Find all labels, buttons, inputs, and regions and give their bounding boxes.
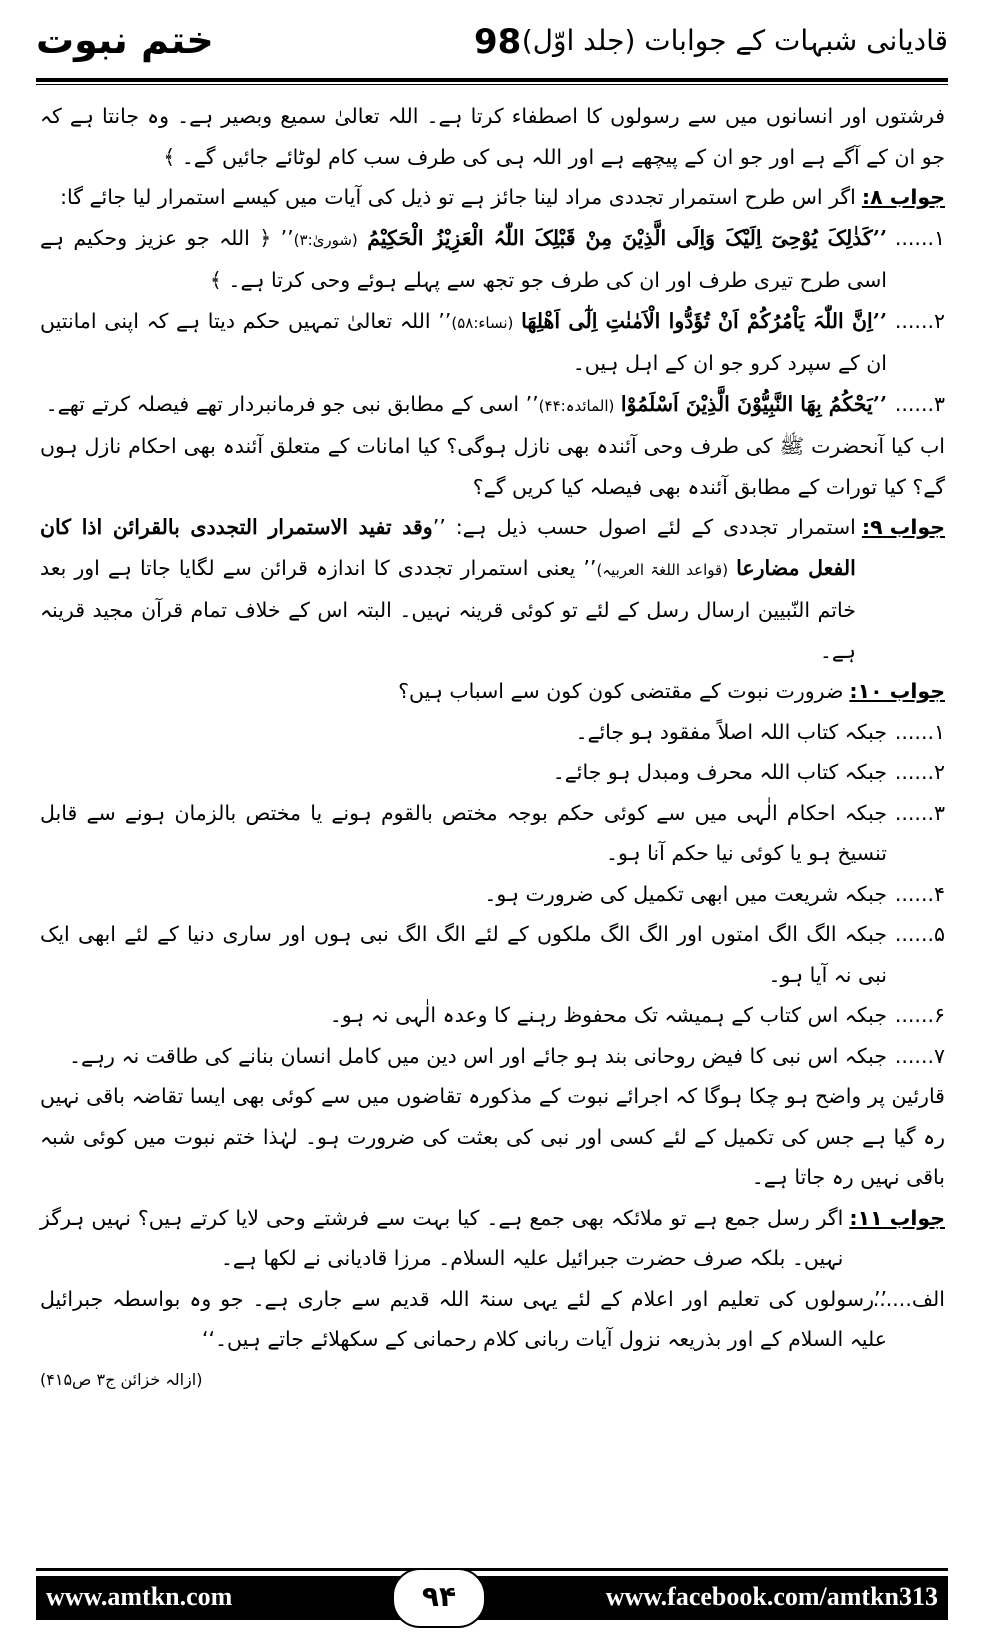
paragraph-2: اب کیا آنحضرت ﷺ کی طرف وحی آئندہ بھی نازل ہوگی؟ کیا امانات کے متعلق آئندہ بھی احکام نازل ہوں گے؟ کیا تورات کے مطابق آئندہ بھی فیصلہ کیا کریں گے؟ [40, 434, 945, 499]
item-text: جبکہ اس نبی کا فیض روحانی بند ہو جائے اور اس دین میں کامل انسان بنانے کی طاقت نہ رہے۔ [69, 1043, 887, 1068]
answer-8 [40, 177, 945, 218]
page-footer [36, 1576, 948, 1620]
answer-9-label: جواب ۹: [861, 515, 945, 539]
list-item [40, 301, 945, 384]
list-item [40, 874, 945, 915]
item-number: ۲...... [894, 760, 945, 784]
header-divider-thin [36, 84, 948, 85]
item-number: ۱...... [894, 719, 945, 744]
item-text: جبکہ شریعت میں ابھی تکمیل کی ضرورت ہو۔ [484, 881, 887, 906]
answer-8-text: اگر اس طرح استمرار تجددی مراد لینا جائز ہے تو ذیل کی آیات میں کیسے استمرار لیا جائے گا: [60, 185, 856, 209]
translation: ’’ ﴿ اللہ جو عزیز وحکیم ہے اسی طرح تیری طرف اور ان کی طرف جو تجھ سے پہلے ہوئے وحی کرتا ہے۔ ﴾ [40, 225, 887, 292]
item-text [40, 301, 887, 384]
item-text: جبکہ کتاب اللہ اصلاً مفقود ہو جائے۔ [575, 719, 887, 744]
list-item [40, 384, 945, 427]
item-number: ۶...... [894, 1003, 945, 1027]
footer-divider [36, 1568, 948, 1571]
item-number: ۳...... [894, 800, 945, 825]
source-reference: (قواعد اللغۃ العربیہ) [596, 560, 729, 579]
answer-8-label: جواب ۸: [861, 185, 945, 209]
verse-reference: (شوریٰ:۳) [293, 230, 358, 249]
answer-11-label: جواب ۱۱: [849, 1205, 945, 1230]
page-header [36, 14, 948, 76]
item-number: ۵...... [894, 922, 945, 946]
translation: ’’ اسی کے مطابق نبی جو فرمانبردار تھے فیصلہ کرتے تھے۔ [45, 391, 539, 416]
list-item [40, 712, 945, 753]
quote-alif [40, 1279, 945, 1401]
answer-10-text: ضرورت نبوت کے مقتضی کون کون سے اسباب ہیں؟ [398, 679, 844, 703]
verse-reference: (المائدہ:۴۴) [538, 396, 615, 415]
arabic-verse: ’’یَحْکُمُ بِھَا النَّبِیُّوْنَ الَّذِیْنَ اَسْلَمُوْا [620, 391, 887, 416]
alif-quote: ’’رسولوں کی تعلیم اور اعلام کے لئے یہی سنۃ اللہ قدیم سے جاری ہے۔ جو وہ بواسطہ جبرائیل علیہ السلام کے اور بذریعہ نزول آیات ربانی کلام رحمانی کے سکھلائے جاتے ہیں۔‘‘ [40, 1286, 887, 1351]
list-item [40, 914, 945, 995]
answer-9-intro: استمرار تجددی کے لئے اصول حسب ذیل ہے: ’’ [432, 515, 856, 539]
answer-11 [40, 1198, 945, 1279]
arabic-verse: ’’اِنَّ اللّٰہَ یَاْمُرُکُمْ اَنْ تُؤَدُّوا الْاَمٰنٰتِ اِلٰٓی اَھْلِھَا [521, 308, 887, 333]
arabic-verse: ’’کَذٰلِکَ یُوْحِیٓ اِلَیْکَ وَاِلَی الَّذِیْنَ مِنْ قَبْلِکَ اللّٰہُ الْعَزِیْزُ الْحَکِیْمُ [367, 225, 887, 250]
facebook-link[interactable]: www.facebook.com/amtkn313 [605, 1582, 938, 1611]
citation: (ازالہ خزائن ج۳ ص۴۱۵) [40, 1369, 203, 1389]
answer-11-text: اگر رسل جمع ہے تو ملائکہ بھی جمع ہے۔ کیا بہت سے فرشتے وحی لایا کرتے ہیں؟ نہیں ہرگز نہیں۔ بلکہ صرف حضرت جبرائیل علیہ السلام۔ مرزا قادیانی نے لکھا ہے۔ [40, 1205, 844, 1270]
list-item [40, 218, 945, 301]
item-number: ۲...... [894, 308, 945, 333]
answer-10-label: جواب ۱۰: [849, 679, 945, 703]
list-item [40, 1036, 945, 1077]
verse-reference: (نساء:۵۸) [451, 313, 514, 332]
book-title-left: ختم نبوت [36, 18, 214, 62]
list-item [40, 793, 945, 874]
item-number: ۴...... [894, 881, 945, 906]
answer-9-text [40, 507, 856, 671]
item-text: جبکہ الگ الگ امتوں اور الگ الگ ملکوں کے لئے الگ الگ نبی ہوں اور ساری دنیا کے لئے ابھی ایک نبی نہ آیا ہو۔ [40, 922, 887, 987]
paragraph-3: قارئین پر واضح ہو چکا ہوگا کہ اجرائے نبوت کے مذکورہ تقاضوں میں سے کوئی بھی ایسا تقاضہ باقی نہیں رہ گیا ہے جس کی تکمیل کے لئے کسی اور نبی کی بعثت کی ضرورت ہو۔ لہٰذا ختم نبوت میں کوئی شبہ باقی نہیں رہ جاتا ہے۔ [40, 1084, 945, 1189]
answer-9-explanation: ’’ یعنی استمرار تجددی کا اندازہ قرائن سے لگایا جاتا ہے اور بعد خاتم النّبیین ارسال رسل کے لئے تو کوئی قرینہ نہیں۔ البتہ اس کے خلاف تمام قرآن مجید قرینہ ہے۔ [40, 555, 856, 663]
book-title-right: قادیانی شبہات کے جوابات (جلد اوّل) [521, 24, 948, 57]
list-item [40, 752, 945, 793]
item-number: ۷...... [894, 1043, 945, 1068]
item-text [40, 384, 887, 427]
header-divider [36, 78, 948, 82]
item-text: جبکہ کتاب اللہ محرف ومبدل ہو جائے۔ [552, 760, 887, 784]
item-number: ۳...... [894, 391, 945, 416]
translation: ’’ اللہ تعالیٰ تمہیں حکم دیتا ہے کہ اپنی امانتیں ان کے سپرد کرو جو ان کے اہل ہیں۔ [40, 308, 887, 375]
alif-text [40, 1279, 887, 1401]
item-text: جبکہ اس کتاب کے ہمیشہ تک محفوظ رہنے کا وعدہ الٰہی نہ ہو۔ [329, 1003, 887, 1027]
footer-page-number: ۹۴ [392, 1568, 486, 1628]
item-number: ۱...... [894, 225, 945, 250]
alif-label: الف...... [872, 1286, 945, 1311]
website-link[interactable]: www.amtkn.com [46, 1582, 233, 1611]
answer-10 [40, 671, 945, 712]
item-text: جبکہ احکام الٰہی میں سے کوئی حکم بوجہ مختص بالقوم ہونے یا مختص بالزمان ہونے سے قابل تنسیخ ہو یا کوئی نیا حکم آنا ہو۔ [40, 800, 887, 865]
list-item [40, 995, 945, 1036]
arabic-quote: وقد تفید الاستمرار التجددی بالقرائن اذا کان الفعل مضارعا [40, 515, 856, 580]
item-text [40, 218, 887, 301]
page-number: 98 [474, 22, 522, 62]
answer-9 [40, 507, 945, 671]
page-body [40, 96, 945, 1400]
paragraph-1: فرشتوں اور انسانوں میں سے رسولوں کا اصطفاء کرتا ہے۔ اللہ تعالیٰ سمیع وبصیر ہے۔ وہ جانتا ہے کہ جو ان کے آگے ہے اور جو ان کے پیچھے ہے اور اللہ ہی کی طرف سب کام لوٹائے جائیں گے۔ ﴾ [40, 104, 945, 169]
